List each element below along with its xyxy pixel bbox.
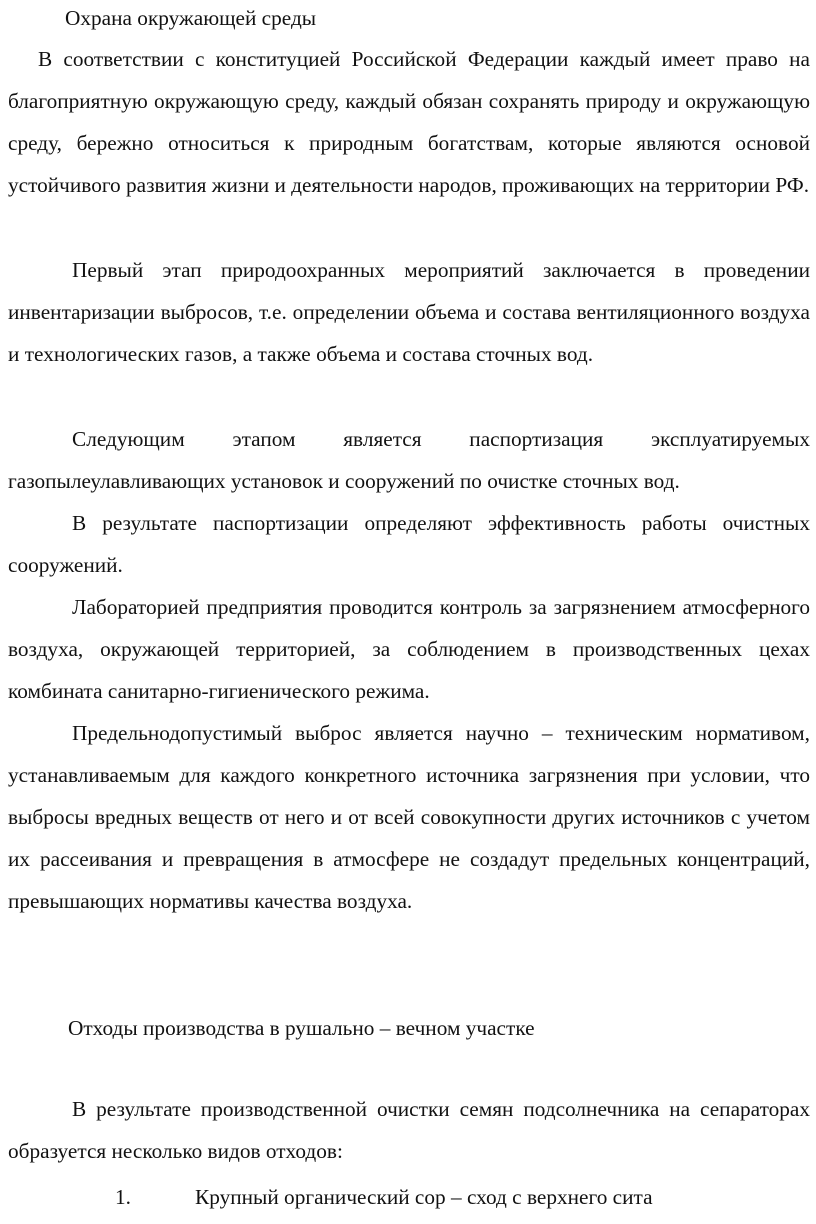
paragraph-max-emission: Предельнодопустимый выброс является научно – техническим нормативом, устанавливаемым для каждого конкретного источника загрязнения при условии, что выбросы вредных веществ от него и от всей совокупности других источников с учетом их рассеивания и превращения в атмосфере не создадут предельных концентраций, превышающих нормативы качества воздуха. <box>8 721 810 913</box>
document-title: Охрана окружающей среды <box>65 6 317 30</box>
list-item-text: Крупный органический сор – сход с верхнего сита <box>195 1185 653 1209</box>
paragraph-constitution: В соответствии с конституцией Российской Федерации каждый имеет право на благоприятную окружающую среду, каждый обязан сохранять природу и окружающую среду, бережно относиться к природным богатствам, которые являются основой устойчивого развития жизни и деятельности народов, проживающих на территории РФ. <box>8 47 810 197</box>
paragraph-certification-result: В результате паспортизации определяют эффективность работы очистных сооружений. <box>8 511 810 577</box>
list-item <box>115 1181 653 1213</box>
paragraph-laboratory-control: Лабораторией предприятия проводится контроль за загрязнением атмосферного воздуха, окружающей территорией, за соблюдением в производственных цехах комбината санитарно-гигиенического режима. <box>8 595 810 703</box>
list-item-number: 1. <box>115 1185 131 1209</box>
paragraph-first-stage: Первый этап природоохранных мероприятий заключается в проведении инвентаризации выбросов, т.е. определении объема и состава вентиляционного воздуха и технологических газов, а также объема и состава сточных вод. <box>8 258 810 366</box>
paragraph-next-stage: Следующим этапом является паспортизация эксплуатируемых газопылеулавливающих установок и сооружений по очистке сточных вод. <box>8 427 810 493</box>
section-paragraph: В результате производственной очистки семян подсолнечника на сепараторах образуется несколько видов отходов: <box>8 1097 810 1163</box>
section-title: Отходы производства в рушально – вечном участке <box>68 1016 535 1040</box>
